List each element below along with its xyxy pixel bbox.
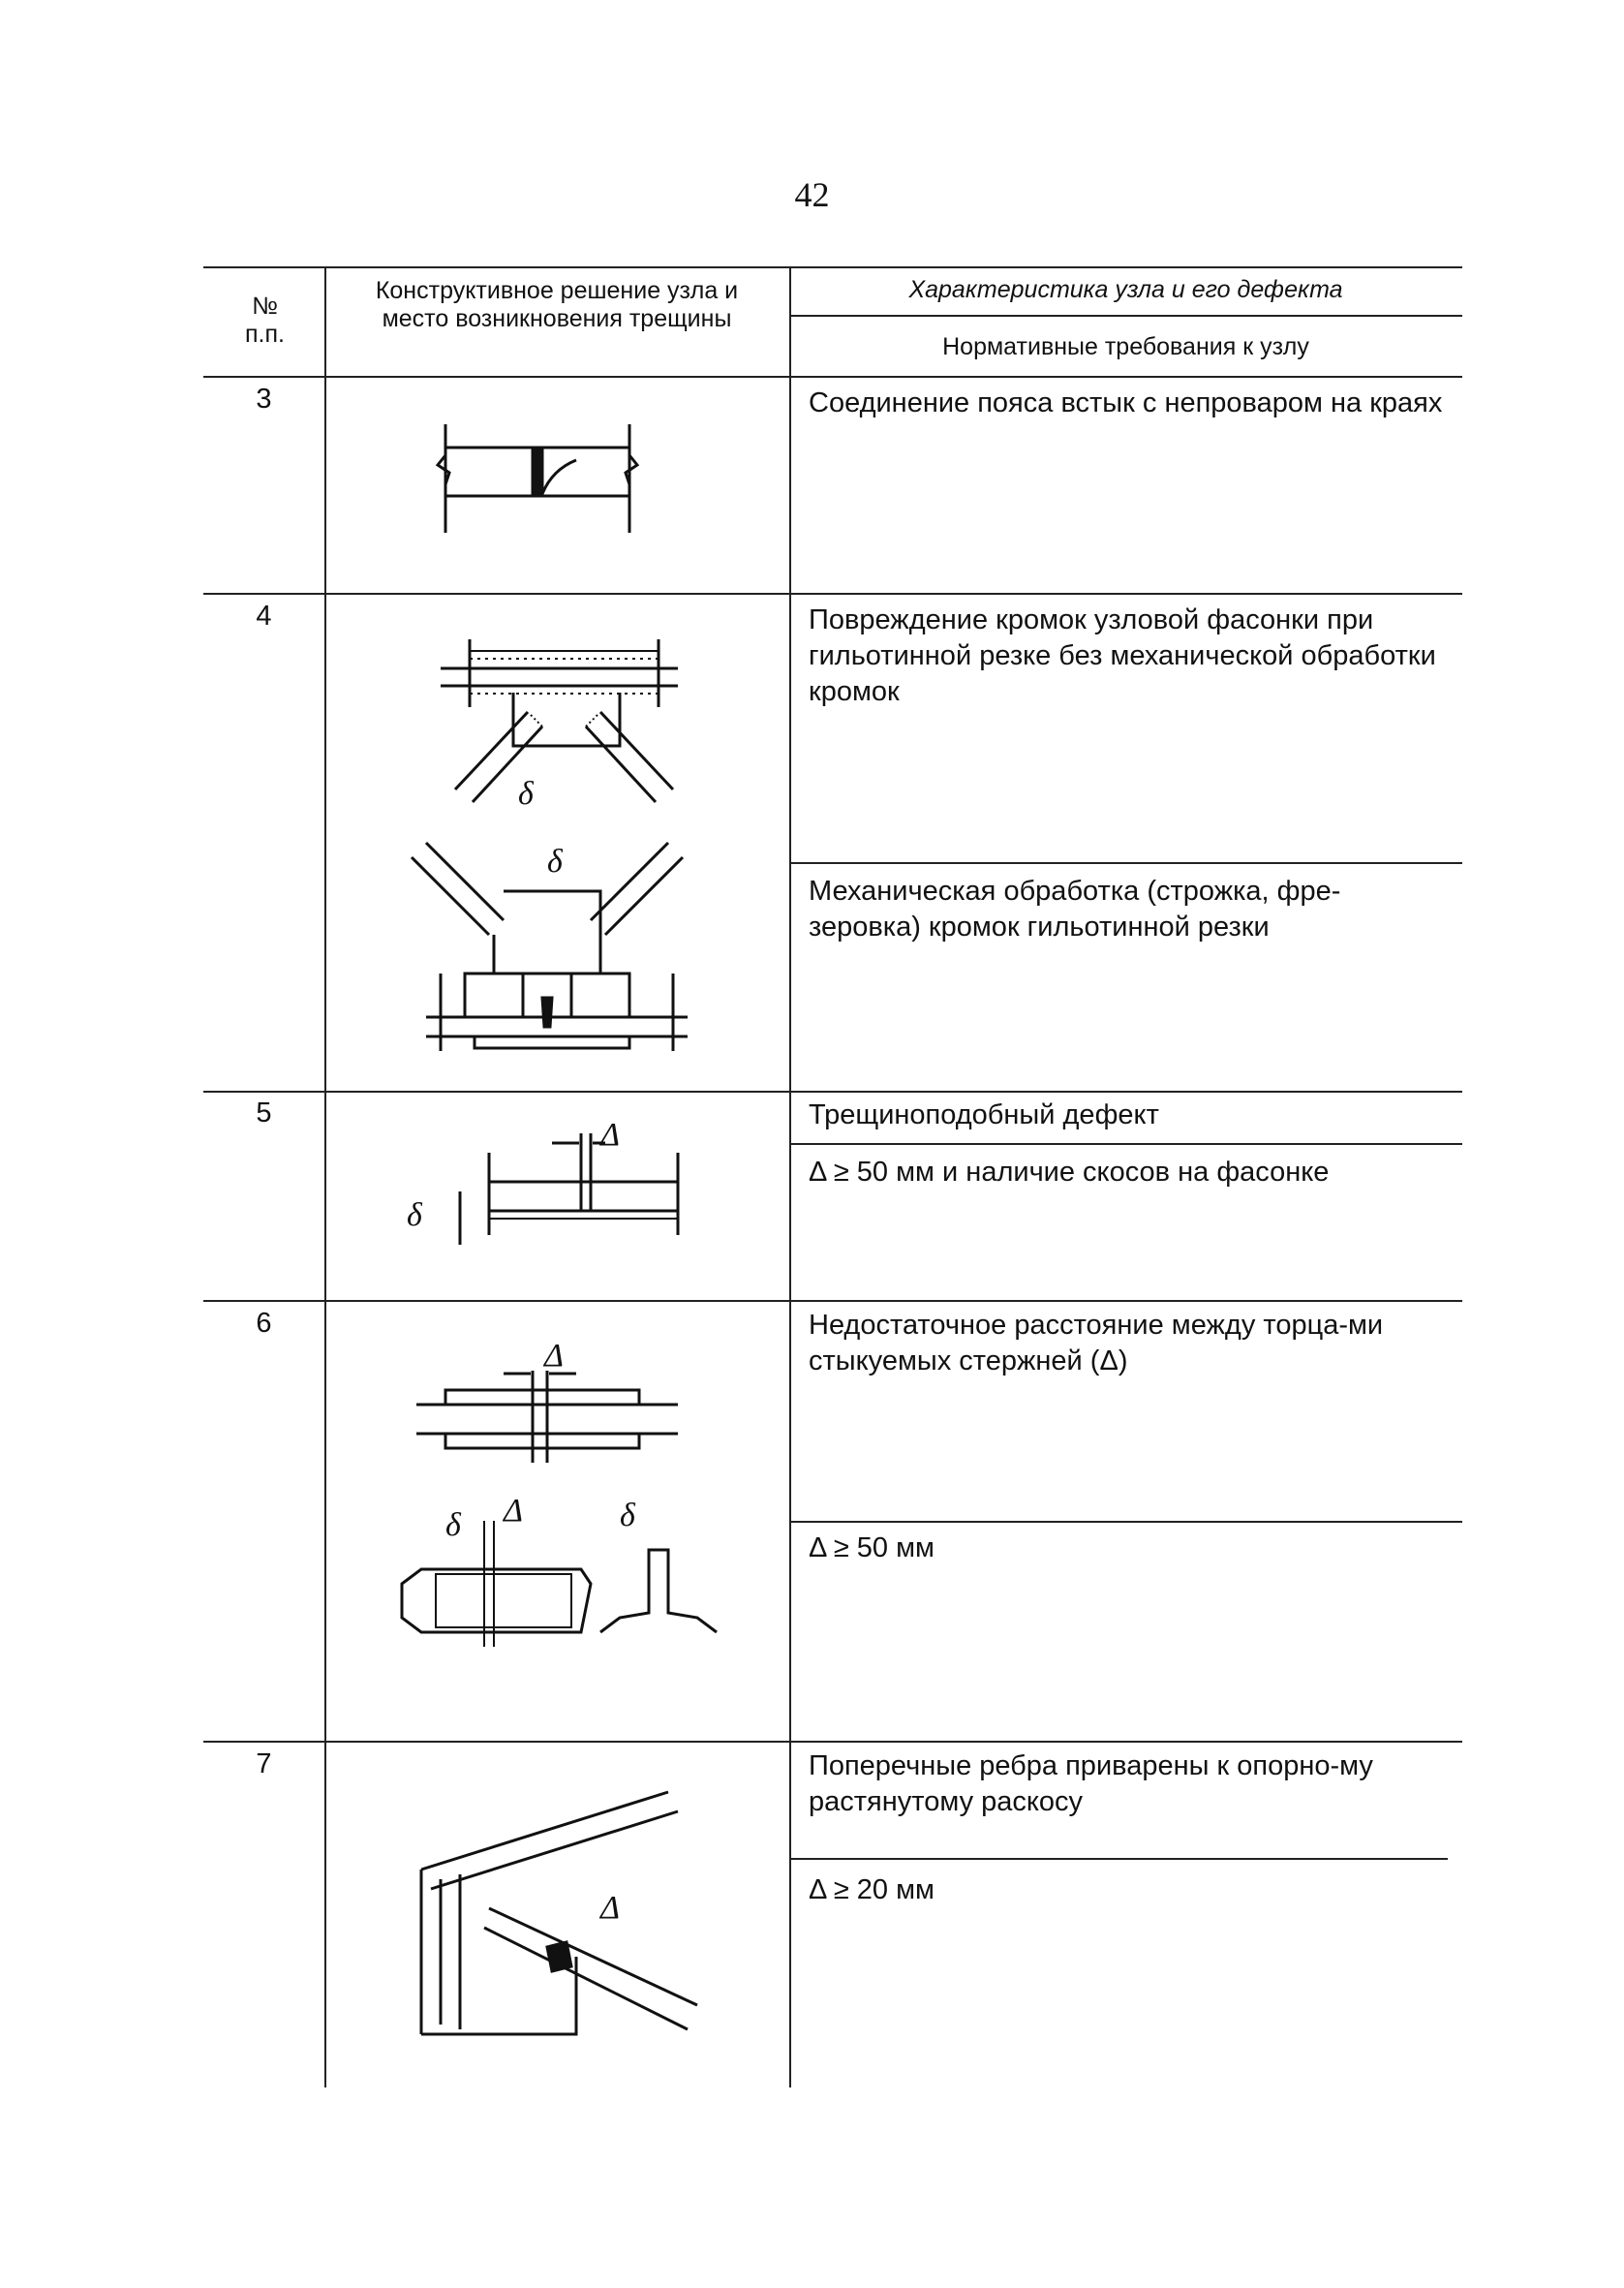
delta-small-label: δ	[620, 1498, 635, 1533]
row-requirement: Δ ≥ 50 мм	[809, 1532, 935, 1563]
delta-label: Δ	[504, 1493, 523, 1529]
header-bottom-border	[203, 376, 1462, 378]
row-characteristic: Поперечные ребра приварены к опорно-му растянутому раскосу	[809, 1750, 1373, 1817]
delta-small-label: δ	[407, 1197, 422, 1233]
delta-label: Δ	[544, 1338, 564, 1374]
row-requirement: Δ ≥ 20 мм	[809, 1874, 935, 1905]
splice-figure-bottom	[387, 1492, 736, 1656]
row-number: 5	[256, 1098, 272, 1129]
col-divider-2	[789, 266, 791, 2087]
row-separator	[203, 1300, 1462, 1302]
delta-small-label: δ	[445, 1507, 461, 1543]
row-separator	[203, 593, 1462, 595]
table-top-border	[203, 266, 1462, 268]
row-characteristic: Трещиноподобный дефект	[809, 1099, 1159, 1130]
row-requirement: Δ ≥ 50 мм и наличие скосов на фасонке	[809, 1157, 1330, 1188]
row-characteristic: Повреждение кромок узловой фасонки при гильотинной резке без механической обработки кромок	[809, 604, 1436, 707]
gusset-figure-top	[426, 630, 697, 823]
header-col-design: Конструктивное решение узла и место возникновения трещины	[375, 277, 739, 332]
header-divider	[789, 315, 1462, 317]
row-requirement: Механическая обработка (строжка, фре-зеровка) кромок гильотинной резки	[809, 876, 1341, 943]
crack-defect-figure	[397, 1114, 688, 1269]
col-divider-1	[324, 266, 326, 2087]
inner-separator	[789, 862, 1462, 864]
inner-separator	[789, 1858, 1448, 1860]
delta-label: Δ	[600, 1890, 620, 1926]
header-col-no: № п.п.	[245, 293, 285, 348]
row-number: 6	[256, 1308, 272, 1339]
gusset-figure-bottom	[407, 828, 697, 1061]
delta-small-label: δ	[547, 844, 563, 880]
row-number: 7	[256, 1748, 272, 1779]
support-brace-figure	[407, 1773, 707, 2054]
delta-label: Δ	[600, 1117, 620, 1153]
row-number: 3	[256, 384, 272, 415]
header-col-characteristic: Характеристика узла и его дефекта	[908, 276, 1343, 303]
inner-separator	[789, 1521, 1462, 1523]
header-col-requirements: Нормативные требования к узлу	[942, 333, 1309, 360]
row-characteristic: Недостаточное расстояние между торца-ми стыкуемых стержней (Δ)	[809, 1310, 1384, 1376]
inner-separator	[789, 1143, 1462, 1145]
delta-small-label: δ	[518, 776, 534, 812]
row-number: 4	[256, 601, 272, 632]
page-number: 42	[794, 175, 830, 214]
row-characteristic: Соединение пояса встык с непроваром на краях	[809, 387, 1443, 418]
butt-joint-figure	[426, 417, 659, 542]
row-separator	[203, 1741, 1462, 1743]
row-separator	[203, 1091, 1462, 1093]
splice-figure-top	[407, 1337, 688, 1492]
